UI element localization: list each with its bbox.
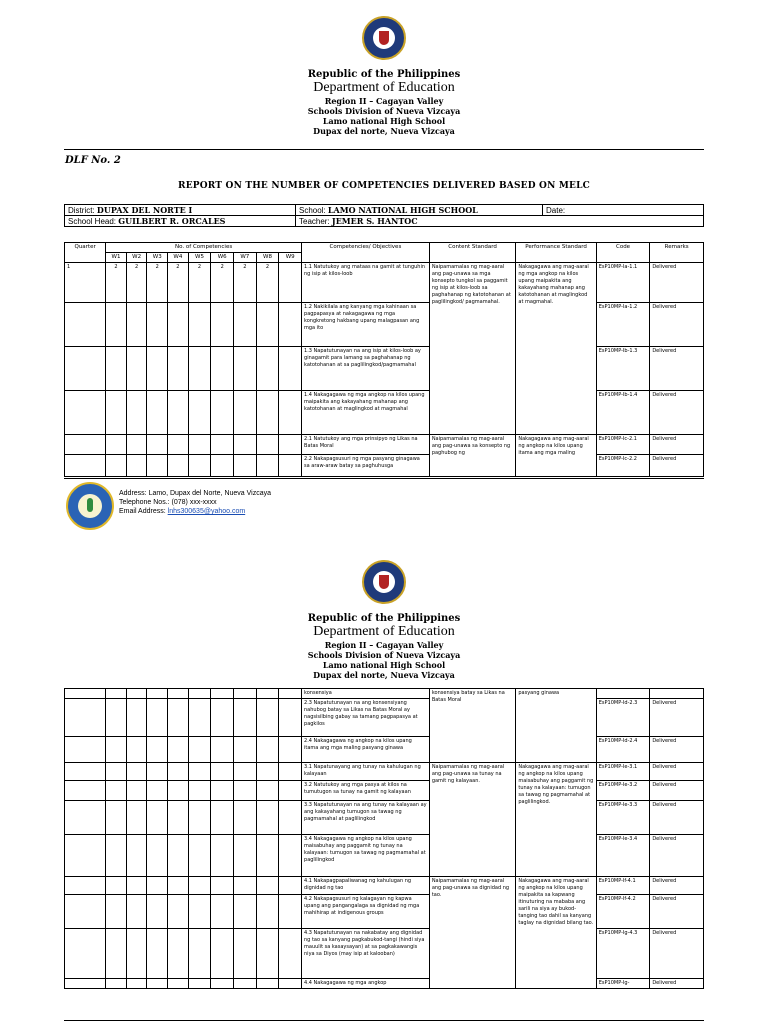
remarks-cell: Delivered [650, 347, 704, 391]
competency-cell: 3.3 Napatutunayan na ang tunay na kalayaan ay ang kakayahang tumugon sa tawag ng pagmamahal at paglilingkod [302, 801, 430, 835]
code-header: Code [596, 243, 650, 263]
competency-table [64, 242, 704, 477]
performance-standard-header: Performance Standard [516, 243, 596, 263]
week-header: W5 [188, 253, 211, 263]
teacher-cell: Teacher: JEMER S. HANTOC [296, 216, 704, 227]
competency-table-continued [64, 688, 704, 989]
remarks-cell: Delivered [650, 835, 704, 877]
competency-cell: 4.3 Napatutunayan na nakabatay ang dignidad ng tao sa kanyang pagkabukod-tangi (hindi siya mauulit sa kasaysayan) at sa pagkakawangis niya sa Diyos (may isip at kalooban) [302, 929, 430, 979]
letterhead [0, 69, 768, 136]
remarks-cell: Delivered [650, 979, 704, 989]
code-cell: EsP10MP-Ie-3.2 [596, 781, 650, 801]
footer-rule [64, 478, 704, 479]
code-cell: EsP10MP-Ig-4.3 [596, 929, 650, 979]
remarks-cell: Delivered [650, 763, 704, 781]
remarks-cell: Delivered [650, 263, 704, 303]
department-text: Department of Education [313, 624, 455, 639]
competency-cell: konsensiya [302, 689, 430, 699]
competency-cell: 1.1 Natutukoy ang mataas na gamit at tunguhin ng isip at kilos-loob [302, 263, 430, 303]
remarks-cell: Delivered [650, 455, 704, 477]
republic-text: Republic of the Philippines [307, 69, 461, 80]
performance-standard-cell: Nakagagawa ang mag-aaral ng mga angkop na kilos upang maipakita ang kakayahang mahanap ang katotohanan at maglingkod at magmahal. [516, 263, 596, 435]
district-cell: District: DUPAX DEL NORTE I [65, 205, 296, 216]
date-cell: Date: [543, 205, 704, 216]
region-text: Region II – Cagayan Valley [324, 96, 444, 106]
code-cell: EsP10MP-Ic-2.1 [596, 435, 650, 455]
school-text: Lamo national High School [322, 660, 446, 670]
remarks-cell: Delivered [650, 737, 704, 763]
school-text: Lamo national High School [322, 116, 446, 126]
competency-cell: 4.2 Nakapagsusuri ng kalagayan ng kapwa upang ang pangangalaga sa dignidad ng mga mahihirap at indigenous groups [302, 895, 430, 929]
code-cell: EsP10MP-Ig- [596, 979, 650, 989]
code-cell: EsP10MP-Ic-2.2 [596, 455, 650, 477]
remarks-header: Remarks [650, 243, 704, 263]
week-header: W2 [126, 253, 147, 263]
division-text: Schools Division of Nueva Vizcaya [307, 650, 461, 660]
count-cell [279, 263, 302, 303]
remarks-cell: Delivered [650, 877, 704, 895]
footer-address: Address: Lamo, Dupax del Norte, Nueva Vizcaya [119, 490, 272, 497]
week-header: W3 [147, 253, 168, 263]
content-standard-cell: Naipamamalas ng mag-aaral ang pag-unawa sa tunay na gamit ng kalayaan. [429, 763, 516, 877]
code-cell: EsP10MP-If-4.2 [596, 895, 650, 929]
count-cell: 2 [106, 263, 127, 303]
dlf-number: DLF No. 2 [65, 155, 121, 166]
school-cell: School: LAMO NATIONAL HIGH SCHOOL [296, 205, 543, 216]
competency-cell: 1.4 Nakagagawa ng mga angkop na kilos upang maipakita ang kakayahang mahanap ang katotohanan at maglingkod at magmahal [302, 391, 430, 435]
report-title: REPORT ON THE NUMBER OF COMPETENCIES DELIVERED BASED ON MELC [178, 181, 590, 191]
week-header: W7 [234, 253, 257, 263]
content-standard-cell: Naipamamalas ng mag-aaral ang pag-unawa sa dignidad ng tao. [429, 877, 516, 989]
info-table [64, 204, 704, 227]
remarks-cell: Delivered [650, 435, 704, 455]
count-cell: 2 [188, 263, 211, 303]
code-cell: EsP10MP-Ib-1.3 [596, 347, 650, 391]
competency-cell: 2.3 Napatutunayan na ang konsensiyang nahubog batay sa Likas na Batas Moral ay nagsisilbing gabay sa tamang pagpapasya at pagkilos [302, 699, 430, 737]
performance-standard-cell: Nakagagawa ang mag-aaral ng angkop na kilos upang itama ang mga maling [516, 435, 596, 477]
week-header: W1 [106, 253, 127, 263]
code-cell: EsP10MP-Ia-1.1 [596, 263, 650, 303]
quarter-header: Quarter [65, 243, 106, 263]
remarks-cell: Delivered [650, 895, 704, 929]
count-cell: 2 [147, 263, 168, 303]
remarks-cell: Delivered [650, 929, 704, 979]
content-standard-header: Content Standard [429, 243, 516, 263]
letterhead [0, 613, 768, 680]
quarter-cell: 1 [65, 263, 106, 303]
competency-cell: 4.4 Nakagagawa ng mga angkop [302, 979, 430, 989]
email-link[interactable]: lnhs300635@yahoo.com [167, 508, 246, 515]
content-standard-cell: Naipamamalas ng mag-aaral ang pag-unawa sa konsepto ng paghubog ng [429, 435, 516, 477]
competency-cell: 3.4 Nakagagawa ng angkop na kilos upang maisabuhay ang paggamit ng tunay na kalayaan: tumugon sa tawag ng pagmamahal at paglilingkod [302, 835, 430, 877]
region-text: Region II – Cagayan Valley [324, 640, 444, 650]
remarks-cell: Delivered [650, 781, 704, 801]
count-cell: 2 [126, 263, 147, 303]
performance-standard-cell: Nakagagawa ang mag-aaral ng angkop na kilos upang maipakita sa kapwang itinuturing na mababa ang sarili na siya ay bukod-tanging tao dahil sa kanyang taglay na dignidad bilang tao. [516, 877, 596, 989]
competency-cell: 1.2 Nakikilala ang kanyang mga kahinaan sa pagpapasya at nakagagawa ng mga kongkretong hakbang upang malagpasan ang mga ito [302, 303, 430, 347]
competency-cell: 1.3 Napatutunayan na ang isip at kilos-loob ay ginagamit para lamang sa paghahanap ng katotohanan at sa paglilingkod/pagmamahal [302, 347, 430, 391]
competency-cell: 2.4 Nakagagawa ng angkop na kilos upang itama ang mga maling pasyang ginawa [302, 737, 430, 763]
week-header: W4 [168, 253, 189, 263]
competencies-header: Competencies/ Objectives [302, 243, 430, 263]
address-text: Dupax del norte, Nueva Vizcaya [313, 126, 455, 136]
code-cell: EsP10MP-Ie-3.4 [596, 835, 650, 877]
footer-phone: Telephone Nos.: (078) xxx-xxxx [119, 499, 217, 506]
head-cell: School Head: GUILBERT R. ORCALES [65, 216, 296, 227]
deped-seal-icon [362, 560, 406, 604]
republic-text: Republic of the Philippines [307, 613, 461, 624]
division-text: Schools Division of Nueva Vizcaya [307, 106, 461, 116]
competency-cell: 2.1 Natutukoy ang mga prinsipyo ng Likas na Batas Moral [302, 435, 430, 455]
footer-contact [119, 489, 271, 516]
code-cell: EsP10MP-Id-2.4 [596, 737, 650, 763]
week-header: W8 [256, 253, 279, 263]
count-cell: 2 [168, 263, 189, 303]
performance-standard-cell: Nakagagawa ang mag-aaral ng angkop na kilos upang maisabuhay ang paggamit ng tunay na kalayaan: tumugon sa tawag ng pagmamahal at paglilingkod. [516, 763, 596, 877]
content-standard-cell: konsensiya batay sa Likas na Batas Moral [429, 689, 516, 763]
count-cell: 2 [211, 263, 234, 303]
remarks-cell: Delivered [650, 801, 704, 835]
code-cell: EsP10MP-Ia-1.2 [596, 303, 650, 347]
remarks-cell: Delivered [650, 391, 704, 435]
address-text: Dupax del norte, Nueva Vizcaya [313, 670, 455, 680]
code-cell: EsP10MP-Ib-1.4 [596, 391, 650, 435]
competency-cell: 3.2 Natutukoy ang mga pasya at kilos na tumutugon sa tunay na gamit ng kalayaan [302, 781, 430, 801]
code-cell: EsP10MP-Ie-3.3 [596, 801, 650, 835]
footer-email: Email Address: lnhs300635@yahoo.com [119, 508, 246, 515]
school-logo-icon [66, 482, 114, 530]
remarks-cell: Delivered [650, 303, 704, 347]
count-cell: 2 [234, 263, 257, 303]
header-rule [64, 149, 704, 150]
content-standard-cell: Naipamamalas ng mag-aaral ang pag-unawa sa mga konsepto tungkol sa paggamit ng isip at kilos-loob sa paghahanap ng katotohanan at paglilingkod/ pagmamahal. [429, 263, 516, 435]
week-header: W6 [211, 253, 234, 263]
page2-footer-rule [64, 1020, 704, 1021]
competency-count-header: No. of Competencies [106, 243, 302, 253]
competency-cell: 2.2 Nakapagsusuri ng mga pasyang ginagawa sa araw-araw batay sa paghuhusga [302, 455, 430, 477]
code-cell: EsP10MP-If-4.1 [596, 877, 650, 895]
department-text: Department of Education [313, 80, 455, 95]
code-cell: EsP10MP-Ie-3.1 [596, 763, 650, 781]
count-cell: 2 [256, 263, 279, 303]
code-cell: EsP10MP-Id-2.3 [596, 699, 650, 737]
competency-cell: 4.1 Nakapagpapaliwanag ng kahulugan ng dignidad ng tao [302, 877, 430, 895]
week-header: W9 [279, 253, 302, 263]
competency-cell: 3.1 Napatunayang ang tunay na kahulugan ng kalayaan [302, 763, 430, 781]
deped-seal-icon [362, 16, 406, 60]
remarks-cell: Delivered [650, 699, 704, 737]
performance-standard-cell: pasyang ginawa [516, 689, 596, 763]
